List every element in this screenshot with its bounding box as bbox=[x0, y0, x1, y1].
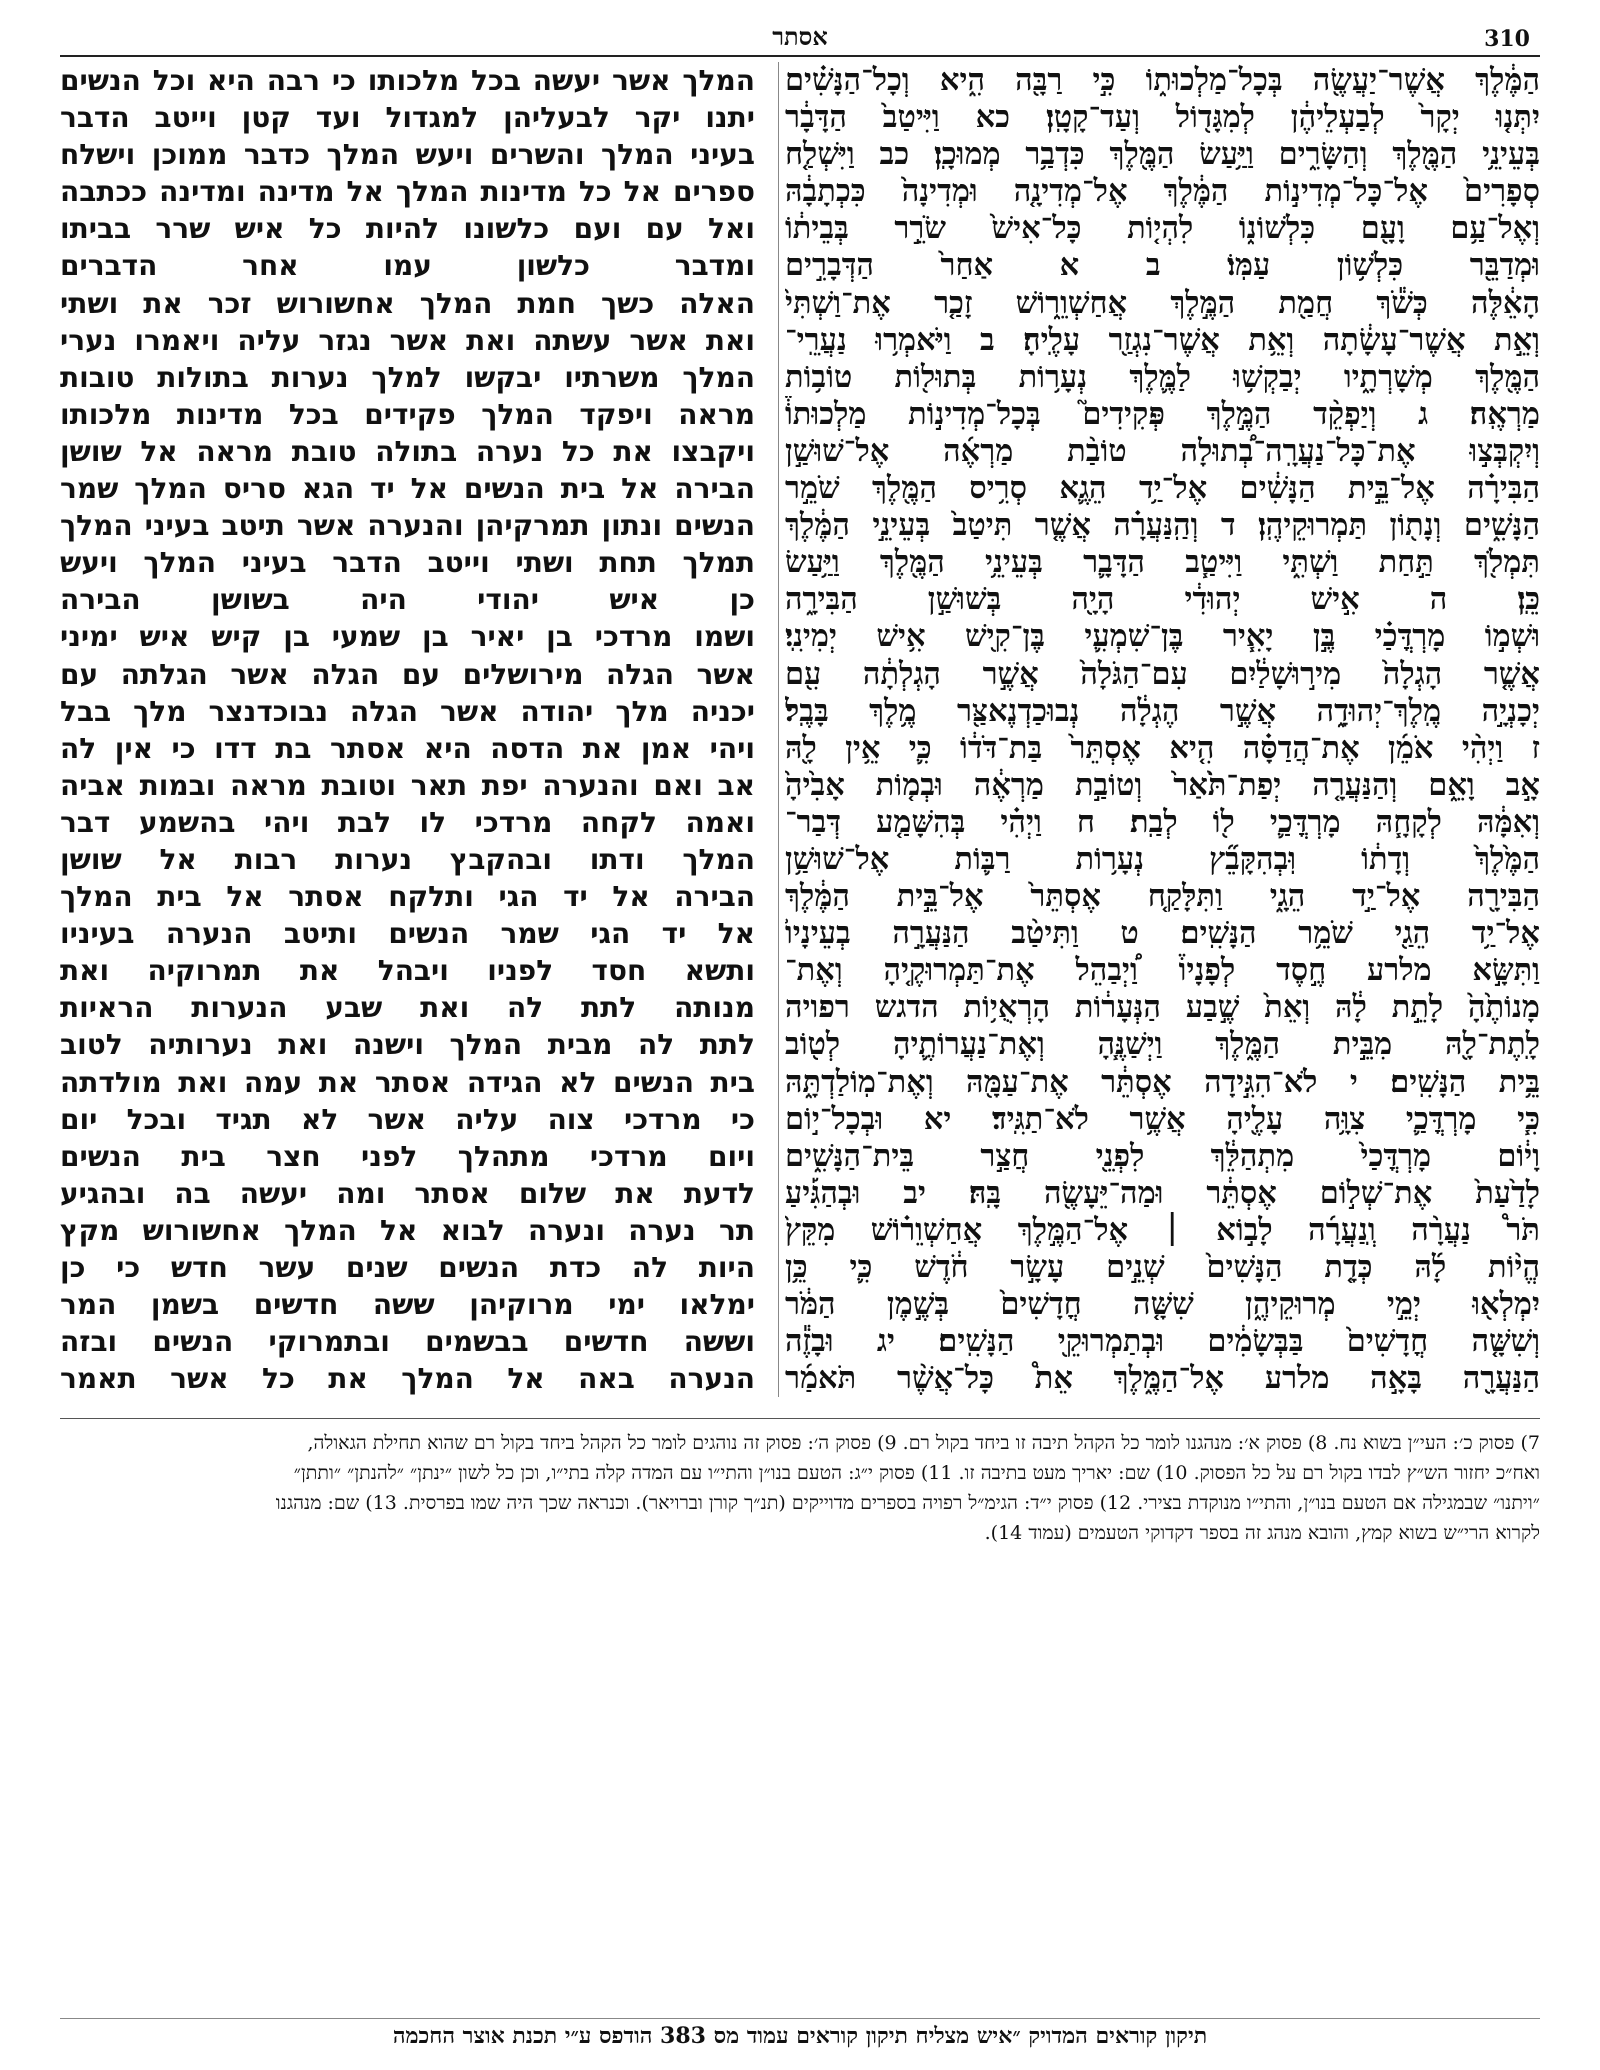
vocalized-line: וּשְׁמ֣וֹ מָרְדֳּכַ֗י בֶּ֣ן יָאִ֧יר בֶּן־שִׁמְעִ֛י בֶּן־קִ֖ישׁ אִ֥ישׁ יְמִינִֽי׃ bbox=[785, 618, 1540, 655]
scroll-line: ויהי אמן את הדסה היא אסתר בת דדו כי אין לה bbox=[60, 731, 755, 765]
scroll-line: ימלאו ימי מרוקיהן ששה חדשים בשמן המר bbox=[60, 1288, 755, 1322]
scroll-line: וששה חדשים בבשמים ובתמרוקי הנשים ובזה bbox=[60, 1325, 755, 1359]
scroll-line: הנשים ונתון תמרקיהן והנערה אשר תיטב בעיני המלך bbox=[60, 509, 755, 543]
vocalized-line: וַתִּשָּׂ֣א מלרע חֶ֣סֶד לְפָנָיו֒ וַ֠יְבַהֵל אֶת־תַּמְרוּקֶ֤יהָ וְאֶת־ bbox=[785, 952, 1540, 989]
vocalized-line: וְאֵ֣ת אֲשֶׁר־עָשָׂ֔תָה וְאֵ֥ת אֲשֶׁר־נִגְזַ֖ר עָלֶֽיהָ׃ ב וַיֹּאמְר֥וּ נַעֲרֵֽי־ bbox=[785, 321, 1540, 358]
vocalized-line: בְּעֵינֵ֥י הַמֶּ֖לֶךְ וְהַשָּׂרִ֑ים וַיַּ֥עַשׂ הַמֶּ֖לֶךְ כִּדְבַ֥ר מְמוּכָֽן׃ כב וַיִּשְׁלַ֤ח bbox=[785, 136, 1540, 173]
notes-rule bbox=[60, 1418, 1540, 1419]
vocalized-line: מָנוֹתֶ֙הָ֙ לָתֵ֣ת לָ֔הּ וְאֵת֙ שֶׁ֣בַע הַנְּעָר֔וֹת הָרְאֻי֥וֹת הדגש רפויה bbox=[785, 989, 1540, 1026]
vocalized-line: הָאֵ֔לֶּה כְּשֹׁ֕ךְ חֲמַ֖ת הַמֶּ֣לֶךְ אֲחַשְׁוֵר֑וֹשׁ זָכַ֤ר אֶת־וַשְׁתִּי֙ bbox=[785, 284, 1540, 321]
footnote-line: 7) פסוק כ׳: העי״ן בשוא נח. 8) פסוק א׳: מנהגנו לומר כל הקהל תיבה זו ביחד בקול רם. 9) פסוק ה׳: פסוק זה נוהגים לומר כל הקהל ביחד בקול רם שהוא תחילת הגאולה, bbox=[307, 1432, 1540, 1454]
scroll-line: ואמה לקחה מרדכי לו לבת ויהי בהשמע דבר bbox=[60, 805, 755, 839]
vocalized-line: מַרְאֶֽה׃ ג וְיַפְקֵ֨ד הַמֶּ֣לֶךְ פְּקִידִים֮ בְּכָל־מְדִינ֣וֹת מַלְכוּתוֹ֒ bbox=[785, 395, 1540, 432]
page-footer: תיקון קוראים המדויק ״איש מצליח תיקון קוראים עמוד מס 383 הודפס ע״י תכנת אוצר החכמה bbox=[60, 2018, 1540, 2053]
scroll-line: ויום מרדכי מתהלך לפני חצר בית הנשים bbox=[60, 1139, 755, 1173]
scroll-line: בית הנשים לא הגידה אסתר את עמה ואת מולדתה bbox=[60, 1065, 755, 1099]
scroll-line: אשר הגלה מירושלים עם הגלה אשר הגלתה עם bbox=[60, 657, 755, 691]
scroll-line: מנותה לתת לה ואת שבע הנערות הראיות bbox=[60, 991, 755, 1025]
scroll-line: מראה ויפקד המלך פקידים בכל מדינות מלכותו bbox=[60, 397, 755, 431]
vocalized-line: הַנָּשִׁ֑ים וְנָת֖וֹן תַּמְרוּקֵיהֶֽן׃ ד וְהַֽנַּעֲרָ֗ה אֲשֶׁ֤ר תִּיטַב֙ בְּעֵינֵ֣י הַמֶּ֔לֶךְ bbox=[785, 507, 1540, 544]
scroll-line: לתת לה מבית המלך וישנה ואת נערותיה לטוב bbox=[60, 1028, 755, 1062]
footnote-line: לקרוא הרי״ש בשוא קמץ, והובא מנהג זה בספר דקדוקי הטעמים (עמוד 14). bbox=[984, 1522, 1540, 1544]
footnotes bbox=[60, 1428, 1540, 1548]
header-rule bbox=[60, 55, 1540, 57]
vocalized-line: וְאֶל־עַ֥ם וָעָ֖ם כִּלְשׁוֹנ֑וֹ לִהְי֤וֹת כָּל־אִישׁ֙ שֹׂרֵ֣ר בְּבֵית֔וֹ bbox=[785, 210, 1540, 247]
scroll-line: הבירה אל בית הנשים אל יד הגא סריס המלך שמר bbox=[60, 472, 755, 506]
book-title: אסתר bbox=[772, 22, 828, 51]
vocalized-line: סְפָרִים֙ אֶל־כָּל־מְדִינ֣וֹת הַמֶּ֔לֶךְ אֶל־מְדִינָ֤ה וּמְדִינָה֙ כִּכְתָבָ֔הּ bbox=[785, 173, 1540, 210]
vocalized-line: אֲשֶׁ֤ר הָגְלָה֙ מִיר֣וּשָׁלַ֔יִם עִם־הַגֹּלָה֙ אֲשֶׁ֣ר הָגְלְתָ֔ה עִ֖ם bbox=[785, 655, 1540, 692]
scroll-line: יתנו יקר לבעליהן למגדול ועד קטן וייטב הדבר bbox=[60, 101, 755, 135]
vocalized-line: יִמְלְא֖וּ יְמֵ֣י מְרוּקֵיהֶ֑ן שִׁשָּׁ֤ה חֳדָשִׁים֙ בְּשֶׁ֣מֶן הַמֹּ֔ר bbox=[785, 1286, 1540, 1323]
scroll-line: אב ואם והנערה יפת תאר וטובת מראה ובמות אביה bbox=[60, 768, 755, 802]
vocalized-line: הֱי֨וֹת לָ֜הּ כְּדָ֤ת הַנָּשִׁים֙ שְׁנֵ֣ים עָשָׂ֣ר חֹ֔דֶשׁ כִּ֛י כֵּ֥ן bbox=[785, 1249, 1540, 1285]
vocalized-line: וְיִקְבְּצ֣וּ אֶת־כָּל־נַעֲרָֽה־בְ֠תוּלָה טוֹבַ֨ת מַרְאֶ֜ה אֶל־שׁוּשַׁ֣ן bbox=[785, 432, 1540, 469]
vocalized-line: בֵּ֥ית הַנָּשִֽׁים׃ י לֹא־הִגִּ֣ידָה אֶסְתֵּ֔ר אֶת־עַמָּ֖הּ וְאֶת־מֽוֹלַדְתָּ֑הּ bbox=[785, 1063, 1540, 1100]
vocalized-line: הַמֶּ֙לֶךְ֙ וְדָת֔וֹ וּֽבְהִקָּבֵ֞ץ נְעָר֥וֹת רַבּ֛וֹת אֶל־שׁוּשַׁ֥ן bbox=[785, 840, 1540, 877]
vocalized-line: הַמֶּ֔לֶךְ אֲשֶׁר־יַעֲשֶׂ֖ה בְּכָל־מַלְכוּת֑וֹ כִּ֣י רַבָּ֖ה הִ֑יא וְכָל־הַנָּשִׁ֗ים bbox=[785, 62, 1540, 98]
scroll-line: ספרים אל כל מדינות המלך אל מדינה ומדינה ככתבה bbox=[60, 175, 755, 209]
page-number: 310 bbox=[1484, 26, 1530, 52]
vocalized-line: הַנַּעֲרָ֖ה בָּאָ֣ה מלרע אֶל־הַמֶּ֑לֶךְ אֵת֩ כָּל־אֲשֶׁ֨ר תֹּאמַ֜ר bbox=[785, 1360, 1540, 1397]
scroll-line: ואל עם ועם כלשונו להיות כל איש שרר בביתו bbox=[60, 212, 755, 246]
scroll-line: המלך אשר יעשה בכל מלכותו כי רבה היא וכל הנשים bbox=[60, 64, 755, 97]
scroll-line: ויקבצו את כל נערה בתולה טובת מראה אל שושן bbox=[60, 434, 755, 468]
vocalized-line: כִּ֧י מָרְדֳּכַ֛י צִוָּ֥ה עָלֶ֖יהָ אֲשֶׁ֥ר לֹא־תַגִּֽיד׃ יא וּבְכָל־י֣וֹם bbox=[785, 1100, 1540, 1137]
scroll-line: כי מרדכי צוה עליה אשר לא תגיד ובכל יום bbox=[60, 1102, 755, 1136]
scroll-text-column bbox=[60, 62, 755, 1397]
vocalized-line: אֶל־יַ֥ד הֵגַ֖י שֹׁמֵ֥ר הַנָּשִֽׁים׃ ט וַתִּיטַ֨ב הַנַּעֲרָ֣ה בְעֵינָיו֮ bbox=[785, 915, 1540, 952]
vocalized-line: לָדַ֙עַת֙ אֶת־שְׁל֣וֹם אֶסְתֵּ֔ר וּמַה־יֵּעָשֶׂ֖ה בָּֽהּ׃ יב וּבְהַגִּ֡יעַ bbox=[785, 1174, 1540, 1211]
column-divider bbox=[778, 62, 779, 1397]
vocalized-line: כֵּֽן׃ ה אִ֣ישׁ יְהוּדִ֔י הָיָ֖ה בְּשׁוּשַׁ֣ן הַבִּירָ֑ה bbox=[785, 581, 1540, 618]
vocalized-line: ז וַיְהִ֨י אֹמֵ֜ן אֶת־הֲדַסָּ֗ה הִ֤יא אֶסְתֵּר֙ בַּת־דֹּד֔וֹ כִּ֛י אֵ֥ין לָ֖הּ bbox=[785, 729, 1540, 766]
scroll-line: הנערה באה אל המלך את כל אשר תאמר bbox=[60, 1362, 755, 1396]
vocalized-line: וָי֔וֹם מָרְדֳּכַי֙ מִתְהַלֵּ֔ךְ לִפְנֵ֖י חֲצַ֣ר בֵּית־הַנָּשִׁ֑ים bbox=[785, 1137, 1540, 1174]
scroll-line: ושמו מרדכי בן יאיר בן שמעי בן קיש איש ימיני bbox=[60, 620, 755, 654]
scroll-line: האלה כשך חמת המלך אחשורוש זכר את ושתי bbox=[60, 286, 755, 320]
vocalized-line: וְשִׁשָּׁ֤ה חֳדָשִׁים֙ בַּבְּשָׂמִ֔ים וּבְתַמְרוּקֵ֖י הַנָּשִֽׁים׃ יג וּבָזֶ֕ה bbox=[785, 1323, 1540, 1360]
vocalized-line: אָ֣ב וָאֵ֑ם וְהַנַּעֲרָ֤ה יְפַת־תֹּ֙אַר֙ וְטוֹבַ֣ת מַרְאֶ֔ה וּבְמ֤וֹת אָבִ֙יהָ֙ bbox=[785, 766, 1540, 803]
vocalized-line: וְאִמָּ֔הּ לְקָחָ֧הּ מָרְדֳּכַ֛י ל֖וֹ לְבַֽת׃ ח וַיְהִ֗י בְּהִשָּׁמַ֤ע דְּבַר־ bbox=[785, 803, 1540, 840]
scroll-line: ותשא חסד לפניו ויבהל את תמרוקיה ואת bbox=[60, 954, 755, 988]
scroll-line: היות לה כדת הנשים שנים עשר חדש כי כן bbox=[60, 1251, 755, 1284]
scroll-line: יכניה מלך יהודה אשר הגלה נבוכדנצר מלך בבל bbox=[60, 694, 755, 728]
vocalized-line: הַבִּירָ֖ה אֶל־יַ֣ד הֵגָ֑י וַתִּלָּקַ֤ח אֶסְתֵּר֙ אֶל־בֵּ֣ית הַמֶּ֔לֶךְ bbox=[785, 878, 1540, 915]
vocalized-line: יְכָנְיָ֣ה מֶֽלֶךְ־יְהוּדָ֑ה אֲשֶׁ֣ר הֶגְלָ֔ה נְבוּכַדְנֶאצַּ֖ר מֶ֥לֶךְ בָּבֶֽל׃ bbox=[785, 692, 1540, 729]
text-columns bbox=[60, 62, 1540, 1397]
scroll-line: בעיני המלך והשרים ויעש המלך כדבר ממוכן וישלח bbox=[60, 138, 755, 172]
scroll-line: ומדבר כלשון עמו אחר הדברים bbox=[60, 249, 755, 283]
vocalized-line: וּמְדַבֵּ֖ר כִּלְשׁ֥וֹן עַמּֽוֹ׃ ב א אַחַר֙ הַדְּבָרִ֣ים bbox=[785, 247, 1540, 284]
scroll-line: לדעת את שלום אסתר ומה יעשה בה ובהגיע bbox=[60, 1176, 755, 1210]
scroll-line: תמלך תחת ושתי וייטב הדבר בעיני המלך ויעש bbox=[60, 546, 755, 580]
scroll-line: המלך משרתיו יבקשו למלך נערות בתולות טובות bbox=[60, 360, 755, 394]
vocalized-line: הַבִּירָ֗ה אֶל־בֵּ֣ית הַנָּשִׁ֔ים אֶל־יַ֥ד הֵגֶ֛א סְרִ֥יס הַמֶּ֖לֶךְ שֹׁמֵ֣ר bbox=[785, 470, 1540, 507]
scroll-line: תר נערה ונערה לבוא אל המלך אחשורוש מקץ bbox=[60, 1213, 755, 1247]
vocalized-line: תֹּר֩ נַעֲרָ֨ה וְֽנַעֲרָ֜ה לָב֣וֹא ׀ אֶל־הַמֶּ֣לֶךְ אֲחַשְׁוֵר֗וֹשׁ מִקֵּץ֙ bbox=[785, 1211, 1540, 1248]
scroll-line: הבירה אל יד הגי ותלקח אסתר אל בית המלך bbox=[60, 880, 755, 914]
scroll-line: ואת אשר עשתה ואת אשר נגזר עליה ויאמרו נערי bbox=[60, 323, 755, 357]
vocalized-line: יִתְּנ֤וּ יְקָר֙ לְבַעְלֵיהֶ֔ן לְמִגָּד֖וֹל וְעַד־קָטָֽן׃ כא וַיִּיטַב֙ הַדָּבָ֔ר bbox=[785, 99, 1540, 136]
footnote-line: ״ויתנו״ שבמגילה אם הטעם בנו״ן, והתי״ו מנוקדת בצירי. 12) פסוק י״ד: הגימ״ל רפויה בספרים מדוייקים (תנ״ך קורן וברויאר). וכנראה שכך היה שמו בפרסית. 13) שם: מנהגנו bbox=[275, 1492, 1540, 1514]
vocalized-line: תִּמְלֹ֖ךְ תַּ֣חַת וַשְׁתִּ֑י וַיִּיטַ֧ב הַדָּבָ֛ר בְּעֵינֵ֥י הַמֶּ֖לֶךְ וַיַּ֥עַשׂ bbox=[785, 544, 1540, 581]
scroll-line: כן איש יהודי היה בשושן הבירה bbox=[60, 583, 755, 617]
scroll-line: אל יד הגי שמר הנשים ותיטב הנערה בעיניו bbox=[60, 917, 755, 951]
vocalized-column bbox=[785, 62, 1540, 1397]
vocalized-line: הַמֶּ֖לֶךְ מְשָׁרְתָ֑יו יְבַקְשׁ֥וּ לַמֶּ֛לֶךְ נְעָר֥וֹת בְּתוּל֖וֹת טוֹב֥וֹת bbox=[785, 358, 1540, 395]
footnote-line: ואח״כ יחזור הש״ץ לבדו בקול רם על כל הפסוק. 10) שם: יאריך מעט בתיבה זו. 11) פסוק י״ג: הטעם בנו״ן והתי״ו עם המדה קלה בתי״ו, וכן כל לשון ״ינתן״ ״להנתן״ ״ותתן״ bbox=[293, 1462, 1540, 1484]
scroll-line: המלך ודתו ובהקבץ נערות רבות אל שושן bbox=[60, 842, 755, 876]
vocalized-line: לָֽתֶת־לָ֖הּ מִבֵּ֣ית הַמֶּ֑לֶךְ וַיְשַׁנֶּ֧הָ וְאֶת־נַעֲרוֹתֶ֛יהָ לְט֖וֹב bbox=[785, 1026, 1540, 1063]
